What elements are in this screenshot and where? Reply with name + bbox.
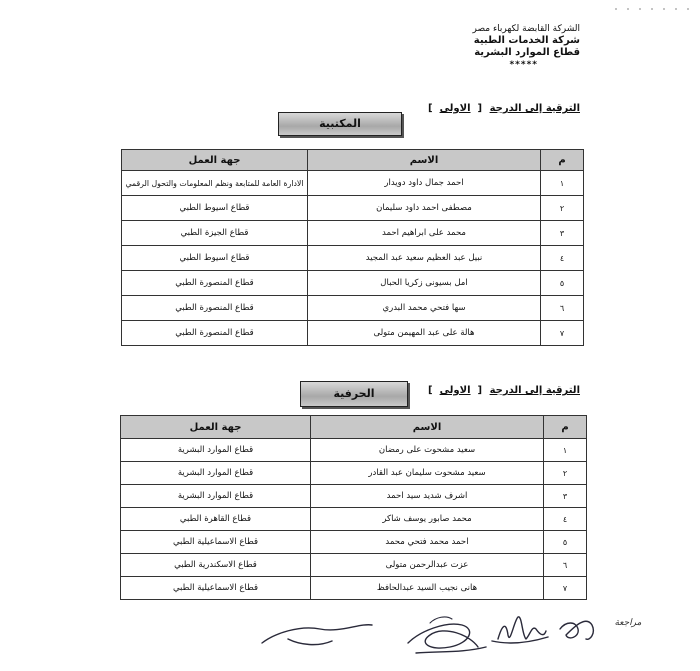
table-row (122, 271, 584, 296)
category-label: المكتبية (319, 117, 361, 130)
row-department: قطاع الموارد البشرية (121, 462, 311, 485)
row-department: قطاع المنصورة الطبي (122, 296, 308, 321)
header-stars: ***** (509, 60, 538, 70)
signature-1 (262, 625, 372, 645)
table-row (122, 296, 584, 321)
table-row (122, 321, 584, 346)
row-department: قطاع الاسماعيلية الطبي (121, 577, 311, 600)
handwritten-note: مراجعة (614, 618, 642, 628)
row-department: قطاع الجيزة الطبي (122, 221, 308, 246)
row-num: ٦ (541, 296, 584, 321)
table-row (122, 171, 584, 196)
table-row (121, 439, 587, 462)
table-row (121, 485, 587, 508)
org-header (440, 24, 580, 74)
row-num: ٤ (544, 508, 587, 531)
column-header-name: الاسم (311, 416, 544, 439)
row-num: ١ (541, 171, 584, 196)
row-name: سها فتحي محمد البدري (308, 296, 541, 321)
row-department: قطاع اسيوط الطبي (122, 246, 308, 271)
promotion-prefix: الترقية إلى الدرجة (489, 103, 580, 114)
column-header-num: م (544, 416, 587, 439)
signature-2 (408, 624, 486, 653)
row-num: ٤ (541, 246, 584, 271)
row-num: ٧ (544, 577, 587, 600)
row-name: محمد صابور يوسف شاكر (311, 508, 544, 531)
signature-3 (492, 617, 548, 643)
row-num: ٥ (541, 271, 584, 296)
row-name: هالة على عبد المهيمن متولى (308, 321, 541, 346)
row-num: ٢ (541, 196, 584, 221)
row-num: ٧ (541, 321, 584, 346)
row-department: قطاع الاسكندرية الطبي (121, 554, 311, 577)
row-name: نبيل عبد العظيم سعيد عبد المجيد (308, 246, 541, 271)
row-name: سعيد مشحوت سليمان عبد القادر (311, 462, 544, 485)
row-num: ١ (544, 439, 587, 462)
table-row (121, 531, 587, 554)
row-num: ٣ (544, 485, 587, 508)
promotion-line-craft (428, 385, 580, 396)
row-num: ٢ (544, 462, 587, 485)
table-row (122, 196, 584, 221)
table-row (122, 246, 584, 271)
category-box-craft (300, 381, 408, 407)
row-name: مصطفى احمد داود سليمان (308, 196, 541, 221)
row-department: قطاع الموارد البشرية (121, 439, 311, 462)
table-header-row (122, 150, 584, 171)
table-header-row (121, 416, 587, 439)
row-department: قطاع المنصورة الطبي (122, 321, 308, 346)
row-department: قطاع الموارد البشرية (121, 485, 311, 508)
row-num: ٦ (544, 554, 587, 577)
table-row (121, 508, 587, 531)
row-department: قطاع الاسماعيلية الطبي (121, 531, 311, 554)
column-header-department: جهة العمل (121, 416, 311, 439)
sector-name: قطاع الموارد البشرية (474, 47, 580, 58)
category-box-office (278, 112, 402, 136)
table-row (122, 221, 584, 246)
degree-bracket: [ الاولى ] (428, 385, 483, 396)
promotion-line-office (428, 103, 580, 114)
row-num: ٥ (544, 531, 587, 554)
row-name: عزت عبدالرحمن متولى (311, 554, 544, 577)
table-row (121, 554, 587, 577)
signature-4 (560, 621, 593, 639)
row-name: امل بسيونى زكريا الحبال (308, 271, 541, 296)
company-name: الشركة القابضة لكهرباء مصر (472, 24, 580, 34)
column-header-num: م (541, 150, 584, 171)
table-row (121, 462, 587, 485)
roster-table-craft (120, 415, 587, 600)
category-label: الحرفية (333, 387, 375, 400)
row-name: محمد على ابراهيم احمد (308, 221, 541, 246)
signatures (0, 595, 700, 671)
corner-dots (612, 4, 692, 14)
roster-table-office (121, 149, 584, 346)
column-header-department: جهة العمل (122, 150, 308, 171)
row-department: الادارة العامة للمتابعة ونظم المعلومات والتحول الرقمي (122, 171, 308, 196)
degree-value: الاولى (439, 103, 471, 114)
row-name: سعيد مشحوت على رمضان (311, 439, 544, 462)
row-name: احمد محمد فتحي محمد (311, 531, 544, 554)
row-name: احمد جمال داود دويدار (308, 171, 541, 196)
row-department: قطاع المنصورة الطبي (122, 271, 308, 296)
row-department: قطاع القاهرة الطبي (121, 508, 311, 531)
row-name: اشرف شديد سيد احمد (311, 485, 544, 508)
degree-bracket: [ الاولى ] (428, 103, 483, 114)
row-department: قطاع اسيوط الطبي (122, 196, 308, 221)
row-name: هانى نجيب السيد عبدالحافظ (311, 577, 544, 600)
degree-value: الاولى (439, 385, 471, 396)
row-num: ٣ (541, 221, 584, 246)
column-header-name: الاسم (308, 150, 541, 171)
subsidiary-name: شركة الخدمات الطبية (473, 35, 580, 46)
promotion-prefix: الترقية إلى الدرجة (489, 385, 580, 396)
